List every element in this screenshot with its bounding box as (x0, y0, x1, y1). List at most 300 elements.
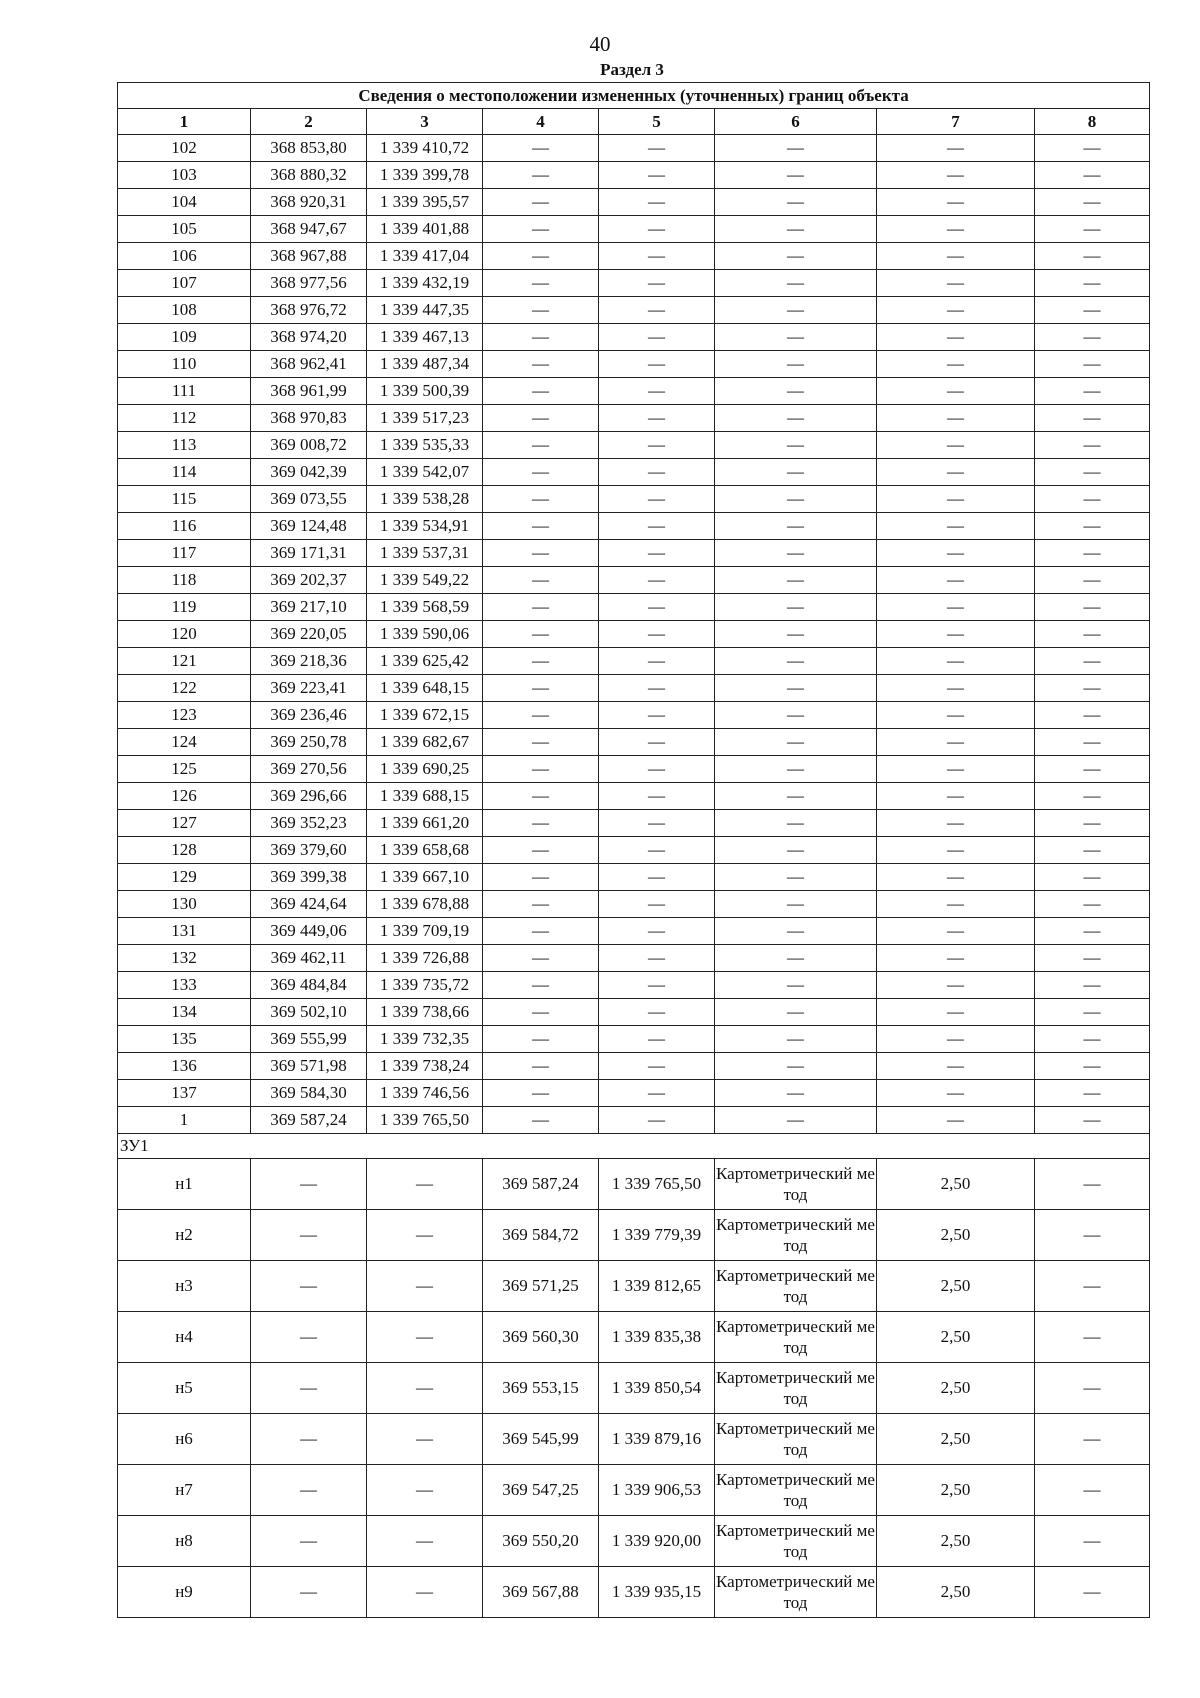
empty-dash: — (599, 621, 715, 648)
empty-dash: — (483, 216, 599, 243)
empty-dash: — (599, 702, 715, 729)
column-header: 6 (715, 109, 877, 135)
empty-dash: — (599, 729, 715, 756)
empty-dash: — (1035, 432, 1150, 459)
existing-y-coordinate: 1 339 549,22 (367, 567, 483, 594)
table-row (118, 891, 1150, 918)
new-y-coordinate: 1 339 879,16 (599, 1414, 715, 1465)
table-row (118, 783, 1150, 810)
table-row (118, 810, 1150, 837)
section-title: Раздел 3 (600, 60, 664, 79)
point-number: 129 (118, 864, 251, 891)
empty-dash: — (483, 324, 599, 351)
empty-dash: — (483, 459, 599, 486)
column-header: 1 (118, 109, 251, 135)
existing-x-coordinate: 369 073,55 (251, 486, 367, 513)
existing-y-coordinate: 1 339 568,59 (367, 594, 483, 621)
empty-dash: — (877, 540, 1035, 567)
existing-y-coordinate: 1 339 447,35 (367, 297, 483, 324)
new-x-coordinate: 369 547,25 (483, 1465, 599, 1516)
existing-y-coordinate: 1 339 401,88 (367, 216, 483, 243)
empty-dash: — (1035, 486, 1150, 513)
empty-dash: — (599, 648, 715, 675)
empty-dash: — (483, 918, 599, 945)
new-y-coordinate: 1 339 850,54 (599, 1363, 715, 1414)
existing-x-coordinate: 369 042,39 (251, 459, 367, 486)
empty-dash: — (483, 675, 599, 702)
empty-dash: — (599, 1080, 715, 1107)
existing-y-coordinate: 1 339 765,50 (367, 1107, 483, 1134)
column-header: 3 (367, 109, 483, 135)
empty-dash: — (715, 459, 877, 486)
accuracy-value: 2,50 (877, 1516, 1035, 1567)
table-row (118, 459, 1150, 486)
empty-dash: — (1035, 378, 1150, 405)
empty-dash: — (1035, 837, 1150, 864)
empty-dash: — (877, 702, 1035, 729)
empty-dash: — (715, 918, 877, 945)
accuracy-value: 2,50 (877, 1312, 1035, 1363)
existing-x-coordinate: 369 484,84 (251, 972, 367, 999)
table-row (118, 162, 1150, 189)
existing-y-coordinate: 1 339 399,78 (367, 162, 483, 189)
existing-y-coordinate: 1 339 417,04 (367, 243, 483, 270)
empty-dash: — (483, 270, 599, 297)
empty-dash: — (715, 891, 877, 918)
empty-dash: — (599, 243, 715, 270)
empty-dash: — (1035, 1026, 1150, 1053)
empty-dash: — (877, 891, 1035, 918)
empty-dash: — (367, 1210, 483, 1261)
empty-dash: — (483, 972, 599, 999)
empty-dash: — (877, 378, 1035, 405)
empty-dash: — (483, 1053, 599, 1080)
empty-dash: — (1035, 270, 1150, 297)
new-x-coordinate: 369 545,99 (483, 1414, 599, 1465)
empty-dash: — (715, 189, 877, 216)
existing-x-coordinate: 369 587,24 (251, 1107, 367, 1134)
table-row (118, 1414, 1150, 1465)
existing-y-coordinate: 1 339 735,72 (367, 972, 483, 999)
existing-x-coordinate: 369 124,48 (251, 513, 367, 540)
empty-dash: — (715, 135, 877, 162)
point-number: 111 (118, 378, 251, 405)
empty-dash: — (483, 999, 599, 1026)
column-header: 4 (483, 109, 599, 135)
existing-y-coordinate: 1 339 690,25 (367, 756, 483, 783)
empty-dash: — (877, 621, 1035, 648)
empty-dash: — (483, 486, 599, 513)
empty-dash: — (251, 1414, 367, 1465)
page-number: 40 (589, 32, 611, 56)
point-number: 132 (118, 945, 251, 972)
table-row (118, 1465, 1150, 1516)
table-row (118, 1080, 1150, 1107)
table-row (118, 1261, 1150, 1312)
empty-dash: — (1035, 1080, 1150, 1107)
empty-dash: — (251, 1261, 367, 1312)
empty-dash: — (483, 756, 599, 783)
empty-dash: — (715, 837, 877, 864)
empty-dash: — (715, 783, 877, 810)
existing-y-coordinate: 1 339 537,31 (367, 540, 483, 567)
table-row (118, 351, 1150, 378)
existing-x-coordinate: 368 976,72 (251, 297, 367, 324)
empty-dash: — (715, 378, 877, 405)
point-number: н3 (118, 1261, 251, 1312)
existing-y-coordinate: 1 339 672,15 (367, 702, 483, 729)
empty-dash: — (483, 891, 599, 918)
existing-y-coordinate: 1 339 542,07 (367, 459, 483, 486)
new-x-coordinate: 369 587,24 (483, 1159, 599, 1210)
empty-dash: — (715, 594, 877, 621)
table-row (118, 1210, 1150, 1261)
point-number: н1 (118, 1159, 251, 1210)
empty-dash: — (599, 918, 715, 945)
table-row (118, 1312, 1150, 1363)
existing-y-coordinate: 1 339 688,15 (367, 783, 483, 810)
existing-x-coordinate: 368 961,99 (251, 378, 367, 405)
empty-dash: — (1035, 1363, 1150, 1414)
empty-dash: — (367, 1159, 483, 1210)
empty-dash: — (715, 756, 877, 783)
empty-dash: — (599, 594, 715, 621)
existing-y-coordinate: 1 339 738,24 (367, 1053, 483, 1080)
empty-dash: — (877, 1107, 1035, 1134)
empty-dash: — (599, 270, 715, 297)
empty-dash: — (483, 297, 599, 324)
point-number: 134 (118, 999, 251, 1026)
point-number: 115 (118, 486, 251, 513)
empty-dash: — (877, 837, 1035, 864)
existing-y-coordinate: 1 339 709,19 (367, 918, 483, 945)
point-number: н4 (118, 1312, 251, 1363)
table-row (118, 864, 1150, 891)
new-x-coordinate: 369 560,30 (483, 1312, 599, 1363)
empty-dash: — (1035, 648, 1150, 675)
table-row (118, 513, 1150, 540)
point-number: 135 (118, 1026, 251, 1053)
new-x-coordinate: 369 584,72 (483, 1210, 599, 1261)
point-number: 133 (118, 972, 251, 999)
table-row (118, 918, 1150, 945)
determination-method: Картометрический метод (715, 1261, 877, 1312)
empty-dash: — (1035, 1107, 1150, 1134)
empty-dash: — (715, 486, 877, 513)
table-row (118, 1159, 1150, 1210)
existing-x-coordinate: 369 449,06 (251, 918, 367, 945)
accuracy-value: 2,50 (877, 1363, 1035, 1414)
existing-x-coordinate: 368 970,83 (251, 405, 367, 432)
existing-y-coordinate: 1 339 517,23 (367, 405, 483, 432)
empty-dash: — (599, 378, 715, 405)
existing-x-coordinate: 369 571,98 (251, 1053, 367, 1080)
empty-dash: — (483, 540, 599, 567)
empty-dash: — (1035, 756, 1150, 783)
existing-x-coordinate: 368 977,56 (251, 270, 367, 297)
empty-dash: — (483, 162, 599, 189)
table-row (118, 648, 1150, 675)
existing-y-coordinate: 1 339 500,39 (367, 378, 483, 405)
point-number: н9 (118, 1567, 251, 1618)
point-number: 118 (118, 567, 251, 594)
existing-x-coordinate: 369 379,60 (251, 837, 367, 864)
empty-dash: — (599, 756, 715, 783)
existing-x-coordinate: 368 974,20 (251, 324, 367, 351)
empty-dash: — (877, 432, 1035, 459)
empty-dash: — (877, 594, 1035, 621)
table-row (118, 594, 1150, 621)
point-number: 105 (118, 216, 251, 243)
existing-y-coordinate: 1 339 538,28 (367, 486, 483, 513)
empty-dash: — (599, 999, 715, 1026)
empty-dash: — (251, 1312, 367, 1363)
empty-dash: — (877, 162, 1035, 189)
existing-y-coordinate: 1 339 732,35 (367, 1026, 483, 1053)
empty-dash: — (877, 270, 1035, 297)
empty-dash: — (1035, 162, 1150, 189)
empty-dash: — (715, 513, 877, 540)
new-y-coordinate: 1 339 935,15 (599, 1567, 715, 1618)
point-number: 137 (118, 1080, 251, 1107)
empty-dash: — (715, 864, 877, 891)
empty-dash: — (599, 189, 715, 216)
table-row (118, 378, 1150, 405)
existing-x-coordinate: 369 223,41 (251, 675, 367, 702)
empty-dash: — (877, 216, 1035, 243)
existing-x-coordinate: 368 880,32 (251, 162, 367, 189)
empty-dash: — (1035, 594, 1150, 621)
existing-x-coordinate: 369 424,64 (251, 891, 367, 918)
empty-dash: — (599, 324, 715, 351)
empty-dash: — (877, 783, 1035, 810)
existing-x-coordinate: 368 947,67 (251, 216, 367, 243)
point-number: 113 (118, 432, 251, 459)
existing-y-coordinate: 1 339 395,57 (367, 189, 483, 216)
table-row (118, 297, 1150, 324)
new-x-coordinate: 369 571,25 (483, 1261, 599, 1312)
empty-dash: — (715, 216, 877, 243)
empty-dash: — (715, 972, 877, 999)
empty-dash: — (715, 1053, 877, 1080)
empty-dash: — (599, 891, 715, 918)
existing-y-coordinate: 1 339 726,88 (367, 945, 483, 972)
empty-dash: — (877, 972, 1035, 999)
empty-dash: — (877, 1080, 1035, 1107)
empty-dash: — (599, 216, 715, 243)
existing-y-coordinate: 1 339 658,68 (367, 837, 483, 864)
table-caption-row (118, 83, 1150, 109)
empty-dash: — (1035, 135, 1150, 162)
empty-dash: — (1035, 1567, 1150, 1618)
empty-dash: — (1035, 405, 1150, 432)
empty-dash: — (1035, 1159, 1150, 1210)
table-row (118, 270, 1150, 297)
empty-dash: — (715, 324, 877, 351)
empty-dash: — (1035, 243, 1150, 270)
accuracy-value: 2,50 (877, 1567, 1035, 1618)
point-number: 126 (118, 783, 251, 810)
empty-dash: — (877, 486, 1035, 513)
empty-dash: — (715, 540, 877, 567)
empty-dash: — (877, 135, 1035, 162)
empty-dash: — (599, 162, 715, 189)
empty-dash: — (483, 594, 599, 621)
empty-dash: — (599, 1107, 715, 1134)
empty-dash: — (1035, 540, 1150, 567)
existing-y-coordinate: 1 339 661,20 (367, 810, 483, 837)
empty-dash: — (1035, 999, 1150, 1026)
empty-dash: — (599, 1053, 715, 1080)
empty-dash: — (599, 297, 715, 324)
empty-dash: — (599, 540, 715, 567)
new-x-coordinate: 369 553,15 (483, 1363, 599, 1414)
new-x-coordinate: 369 550,20 (483, 1516, 599, 1567)
point-number: 117 (118, 540, 251, 567)
existing-y-coordinate: 1 339 746,56 (367, 1080, 483, 1107)
table-row (118, 189, 1150, 216)
existing-x-coordinate: 369 217,10 (251, 594, 367, 621)
existing-y-coordinate: 1 339 432,19 (367, 270, 483, 297)
boundary-table (117, 82, 1150, 1618)
empty-dash: — (715, 999, 877, 1026)
point-number: 102 (118, 135, 251, 162)
empty-dash: — (877, 243, 1035, 270)
column-header: 5 (599, 109, 715, 135)
point-number: 119 (118, 594, 251, 621)
determination-method: Картометрический метод (715, 1414, 877, 1465)
empty-dash: — (1035, 621, 1150, 648)
empty-dash: — (1035, 1516, 1150, 1567)
empty-dash: — (483, 702, 599, 729)
empty-dash: — (599, 810, 715, 837)
table-row (118, 675, 1150, 702)
empty-dash: — (715, 1080, 877, 1107)
existing-y-coordinate: 1 339 682,67 (367, 729, 483, 756)
determination-method: Картометрический метод (715, 1516, 877, 1567)
empty-dash: — (599, 972, 715, 999)
empty-dash: — (877, 513, 1035, 540)
empty-dash: — (1035, 1210, 1150, 1261)
table-row (118, 1107, 1150, 1134)
empty-dash: — (483, 621, 599, 648)
empty-dash: — (483, 648, 599, 675)
point-number: 109 (118, 324, 251, 351)
empty-dash: — (251, 1516, 367, 1567)
table-row (118, 486, 1150, 513)
empty-dash: — (715, 162, 877, 189)
empty-dash: — (1035, 1261, 1150, 1312)
accuracy-value: 2,50 (877, 1261, 1035, 1312)
empty-dash: — (599, 432, 715, 459)
table-row (118, 1516, 1150, 1567)
point-number: 104 (118, 189, 251, 216)
empty-dash: — (715, 1026, 877, 1053)
existing-x-coordinate: 369 218,36 (251, 648, 367, 675)
empty-dash: — (877, 675, 1035, 702)
point-number: 136 (118, 1053, 251, 1080)
column-header-row (118, 109, 1150, 135)
empty-dash: — (715, 648, 877, 675)
point-number: 125 (118, 756, 251, 783)
empty-dash: — (1035, 459, 1150, 486)
point-number: н2 (118, 1210, 251, 1261)
existing-x-coordinate: 368 962,41 (251, 351, 367, 378)
existing-x-coordinate: 369 352,23 (251, 810, 367, 837)
empty-dash: — (1035, 513, 1150, 540)
empty-dash: — (877, 189, 1035, 216)
point-number: 106 (118, 243, 251, 270)
empty-dash: — (599, 459, 715, 486)
empty-dash: — (599, 135, 715, 162)
empty-dash: — (483, 1026, 599, 1053)
existing-y-coordinate: 1 339 648,15 (367, 675, 483, 702)
point-number: н8 (118, 1516, 251, 1567)
new-y-coordinate: 1 339 812,65 (599, 1261, 715, 1312)
empty-dash: — (483, 1107, 599, 1134)
empty-dash: — (1035, 864, 1150, 891)
empty-dash: — (251, 1210, 367, 1261)
column-header: 8 (1035, 109, 1150, 135)
point-number: 114 (118, 459, 251, 486)
existing-x-coordinate: 369 462,11 (251, 945, 367, 972)
table-row (118, 1026, 1150, 1053)
determination-method: Картометрический метод (715, 1159, 877, 1210)
empty-dash: — (877, 999, 1035, 1026)
table-row (118, 945, 1150, 972)
table-row (118, 972, 1150, 999)
point-number: 110 (118, 351, 251, 378)
empty-dash: — (877, 297, 1035, 324)
empty-dash: — (599, 837, 715, 864)
table-row (118, 405, 1150, 432)
empty-dash: — (483, 378, 599, 405)
empty-dash: — (715, 243, 877, 270)
new-y-coordinate: 1 339 920,00 (599, 1516, 715, 1567)
empty-dash: — (1035, 783, 1150, 810)
empty-dash: — (599, 1026, 715, 1053)
point-number: н5 (118, 1363, 251, 1414)
table-caption: Сведения о местоположении измененных (уточненных) границ объекта (118, 83, 1150, 109)
empty-dash: — (877, 405, 1035, 432)
existing-y-coordinate: 1 339 487,34 (367, 351, 483, 378)
existing-x-coordinate: 369 171,31 (251, 540, 367, 567)
empty-dash: — (483, 837, 599, 864)
empty-dash: — (715, 297, 877, 324)
empty-dash: — (367, 1414, 483, 1465)
existing-x-coordinate: 369 220,05 (251, 621, 367, 648)
empty-dash: — (715, 675, 877, 702)
empty-dash: — (483, 405, 599, 432)
existing-x-coordinate: 369 202,37 (251, 567, 367, 594)
point-number: 121 (118, 648, 251, 675)
empty-dash: — (367, 1312, 483, 1363)
point-number: 103 (118, 162, 251, 189)
new-x-coordinate: 369 567,88 (483, 1567, 599, 1618)
empty-dash: — (599, 783, 715, 810)
table-row (118, 1567, 1150, 1618)
column-header: 7 (877, 109, 1035, 135)
empty-dash: — (483, 243, 599, 270)
point-number: 123 (118, 702, 251, 729)
table-row (118, 216, 1150, 243)
point-number: 120 (118, 621, 251, 648)
empty-dash: — (1035, 1312, 1150, 1363)
point-number: 1 (118, 1107, 251, 1134)
table-row (118, 729, 1150, 756)
point-number: 127 (118, 810, 251, 837)
empty-dash: — (715, 945, 877, 972)
